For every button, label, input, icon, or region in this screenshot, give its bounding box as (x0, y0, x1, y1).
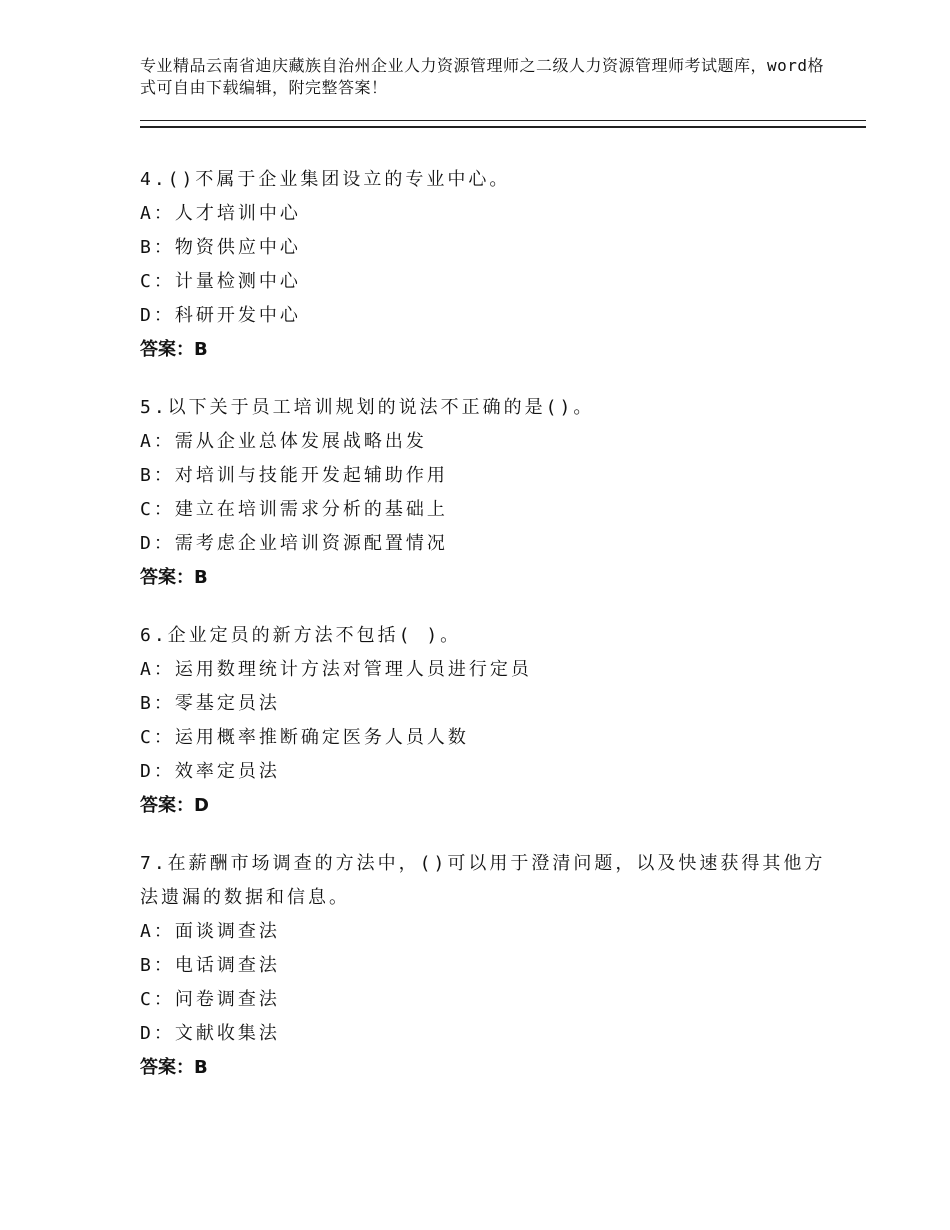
question-list (140, 163, 840, 1109)
question-stem: 5.以下关于员工培训规划的说法不正确的是()。 (140, 397, 595, 418)
option-c: C：计量检测中心 (140, 271, 301, 292)
option-b: B：电话调查法 (140, 955, 280, 976)
option-d: D：需考虑企业培训资源配置情况 (140, 533, 448, 554)
option-a: A：面谈调查法 (140, 921, 280, 942)
question-stem: 4.()不属于企业集团设立的专业中心。 (140, 169, 511, 190)
document-header (140, 55, 840, 99)
option-d: D：文献收集法 (140, 1023, 280, 1044)
option-a: A：需从企业总体发展战略出发 (140, 431, 427, 452)
answer: 答案：B (140, 567, 208, 588)
answer: 答案：D (140, 795, 209, 816)
option-b: B：物资供应中心 (140, 237, 301, 258)
question-5 (140, 391, 840, 595)
option-c: C：问卷调查法 (140, 989, 280, 1010)
header-divider (140, 120, 866, 128)
question-stem: 6.企业定员的新方法不包括( )。 (140, 625, 462, 646)
option-c: C：运用概率推断确定医务人员人数 (140, 727, 469, 748)
option-d: D：效率定员法 (140, 761, 280, 782)
option-c: C：建立在培训需求分析的基础上 (140, 499, 448, 520)
question-stem: 7.在薪酬市场调查的方法中，()可以用于澄清问题，以及快速获得其他方法遗漏的数据和信息。 (140, 853, 826, 908)
header-title: 专业精品云南省迪庆藏族自治州企业人力资源管理师之二级人力资源管理师考试题库，word格式可自由下载编辑，附完整答案！ (140, 56, 825, 97)
option-a: A：人才培训中心 (140, 203, 301, 224)
option-b: B：对培训与技能开发起辅助作用 (140, 465, 448, 486)
answer: 答案：B (140, 339, 208, 360)
question-6 (140, 619, 840, 823)
option-d: D：科研开发中心 (140, 305, 301, 326)
question-7 (140, 847, 840, 1085)
question-4 (140, 163, 840, 367)
option-a: A：运用数理统计方法对管理人员进行定员 (140, 659, 532, 680)
answer: 答案：B (140, 1057, 208, 1078)
option-b: B：零基定员法 (140, 693, 280, 714)
